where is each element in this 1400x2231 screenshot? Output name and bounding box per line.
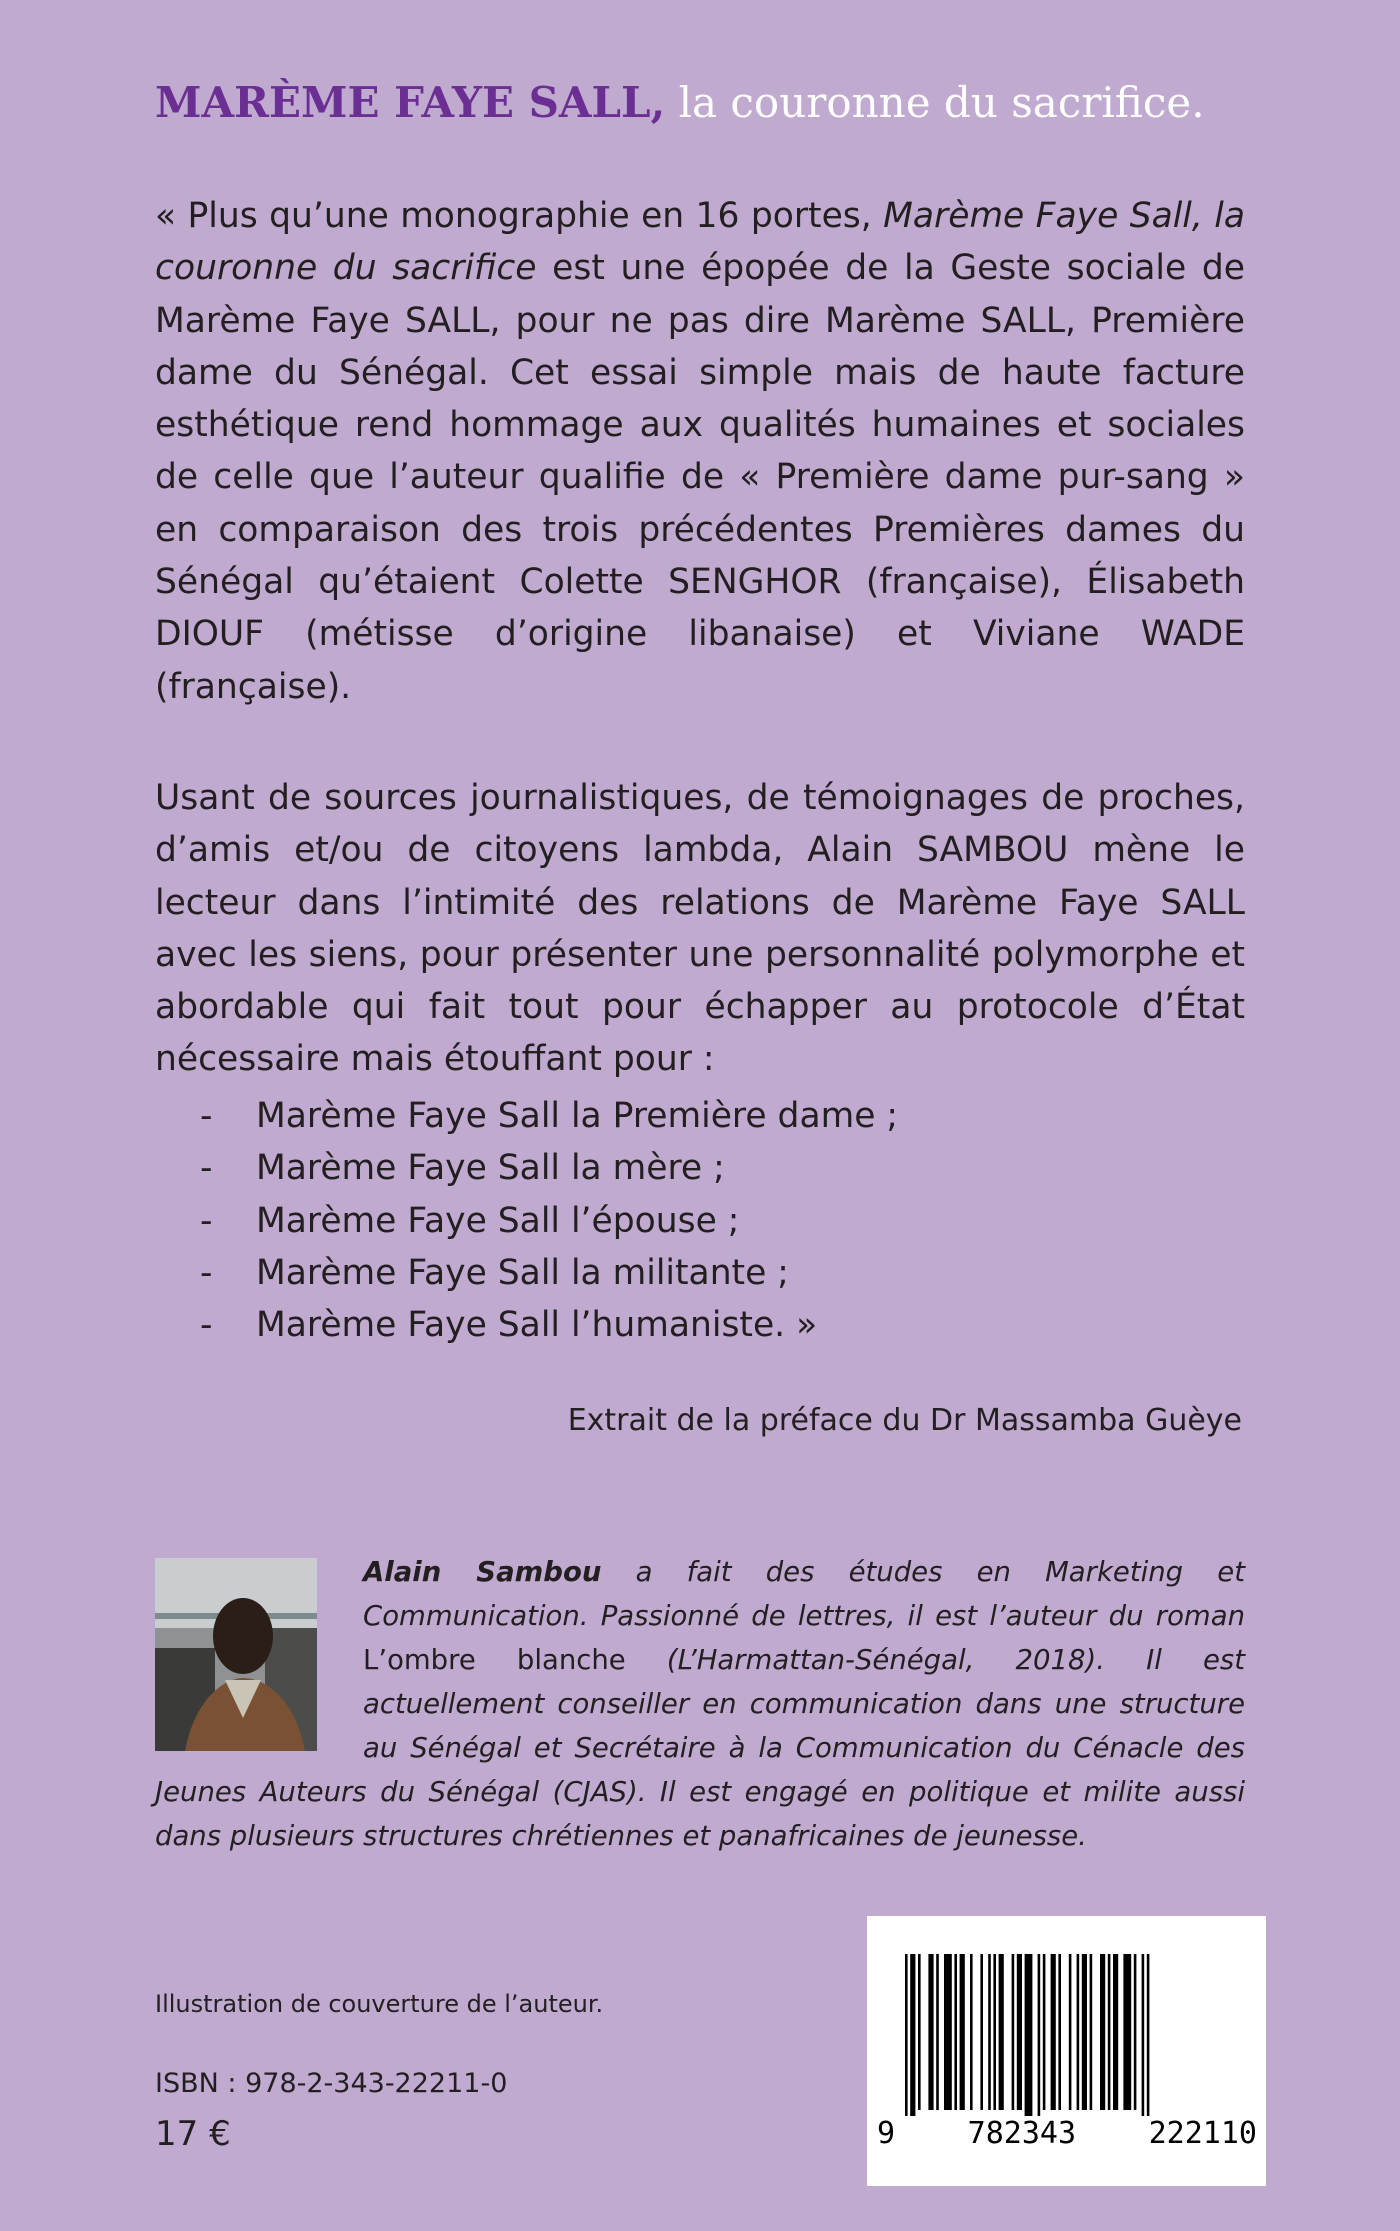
barcode-bar [1100, 1954, 1105, 2110]
barcode-bar [1051, 1954, 1056, 2110]
list-item [200, 1195, 1200, 1247]
barcode-bar [944, 1954, 952, 2110]
barcode-bar [905, 1954, 908, 2116]
author-photo [155, 1558, 317, 1751]
barcode-bar [1025, 1954, 1033, 2116]
barcode-bar [1090, 1954, 1093, 2110]
barcode-bar [1134, 1954, 1137, 2110]
barcode-bars [867, 1916, 1266, 2116]
blurb-lead: « Plus qu’une monographie en 16 portes, [155, 196, 884, 236]
title-name: MARÈME FAYE SALL, [155, 78, 666, 127]
barcode-bar [999, 1954, 1004, 2110]
bullet-marker: - [200, 1148, 213, 1189]
bullet-marker: - [200, 1305, 213, 1346]
book-title [155, 78, 1305, 127]
barcode-bar [918, 1954, 921, 2110]
list-item [200, 1299, 1200, 1351]
preface-credit: Extrait de la préface du Dr Massamba Guèye [567, 1403, 1242, 1438]
blurb-paragraph-2: Usant de sources journalistiques, de témoignages de proches, d’amis et/ou de citoyens lambda, Alain SAMBOU mène le lecteur dans l’intimité des relations de Marème Faye SALL avec les siens, pour présenter une personnalité polymorphe et abordable qui fait tout pour échapper au protocole d’État nécessaire mais étouffant pour : [155, 778, 1245, 1080]
price: 17 € [155, 2114, 231, 2154]
barcode-bar [960, 1954, 965, 2110]
barcode-bar [988, 1954, 991, 2110]
blurb-book-title: Marème Faye Sall, la couronne du sacrifice [155, 196, 1245, 289]
barcode-bar [1123, 1954, 1131, 2110]
author-bio-part-2: (L’Harmattan-Sénégal, 2018). Il est actuellement conseiller en communication dans une structure au Sénégal et Secrétaire à la Communication du Cénacle des Jeunes Auteurs du Sénégal (CJAS). Il est engagé en politique et milite aussi dans plusieurs structures chrétiennes et panafricaines de jeunesse. [155, 1644, 1245, 1852]
barcode-bar [1017, 1954, 1022, 2110]
barcode-digit-group: 222110 [1148, 2116, 1257, 2151]
bullet-marker: - [200, 1096, 213, 1136]
barcode-bar [1147, 1954, 1150, 2116]
barcode-bar [1058, 1954, 1061, 2110]
title-subtitle: la couronne du sacrifice. [678, 78, 1205, 127]
barcode-bar [1069, 1954, 1072, 2110]
bullet-marker: - [200, 1252, 213, 1293]
list-item [200, 1090, 1200, 1142]
blurb-paragraph-1 [155, 190, 1245, 713]
bullet-text: Marème Faye Sall l’épouse ; [256, 1200, 740, 1241]
bullet-list [200, 1090, 1200, 1351]
isbn: ISBN : 978-2-343-22211-0 [155, 2068, 508, 2099]
illustration-credit: Illustration de couverture de l’auteur. [155, 1990, 604, 2018]
bullet-text: Marème Faye Sall la militante ; [256, 1252, 789, 1293]
barcode-digit-group: 782343 [967, 2116, 1077, 2151]
barcode-bar [910, 1954, 915, 2116]
barcode-bar [1012, 1954, 1015, 2110]
author-name: Alain Sambou [363, 1556, 602, 1588]
barcode [867, 1916, 1266, 2186]
blurb-rest: est une épopée de la Geste sociale de Marème Faye SALL, pour ne pas dire Marème SALL, Première dame du Sénégal. Cet essai simple mais de haute facture esthétique rend hommage aux qualités humaines et sociales de celle que l’auteur qualifie de « Première dame pur-sang » en comparaison des trois précédentes Premières dames du Sénégal qu’étaient Colette SENGHOR (française), Élisabeth DIOUF (métisse d’origine libanaise) et Viviane WADE (française). [155, 248, 1245, 707]
author-bio-part-1: a fait des études en Marketing et Communication. Passionné de lettres, il est l’auteur du roman [363, 1556, 1245, 1632]
barcode-bar [1038, 1954, 1041, 2116]
barcode-bar [1077, 1954, 1080, 2110]
list-item [200, 1142, 1200, 1194]
barcode-bar [1108, 1954, 1111, 2110]
barcode-bar [1082, 1954, 1087, 2110]
bullet-text: Marème Faye Sall l’humaniste. » [256, 1305, 818, 1346]
bullet-marker: - [200, 1200, 213, 1241]
barcode-bar [928, 1954, 933, 2110]
barcode-bar [1142, 1954, 1145, 2116]
barcode-bar [954, 1954, 957, 2110]
barcode-bar [970, 1954, 973, 2110]
bullet-text: Marème Faye Sall la mère ; [256, 1148, 725, 1189]
list-item [200, 1247, 1200, 1299]
barcode-bar [936, 1954, 939, 2110]
bullet-text: Marème Faye Sall la Première dame ; [256, 1096, 899, 1136]
barcode-digit-group: 9 [877, 2116, 896, 2151]
barcode-bar [993, 1954, 996, 2110]
barcode-bar [1043, 1954, 1046, 2110]
author-bio [155, 1550, 1245, 1858]
novel-title: L’ombre blanche [363, 1644, 626, 1676]
barcode-bar [980, 1954, 983, 2110]
barcode-bar [1113, 1954, 1118, 2110]
barcode-digits [877, 2116, 1257, 2151]
